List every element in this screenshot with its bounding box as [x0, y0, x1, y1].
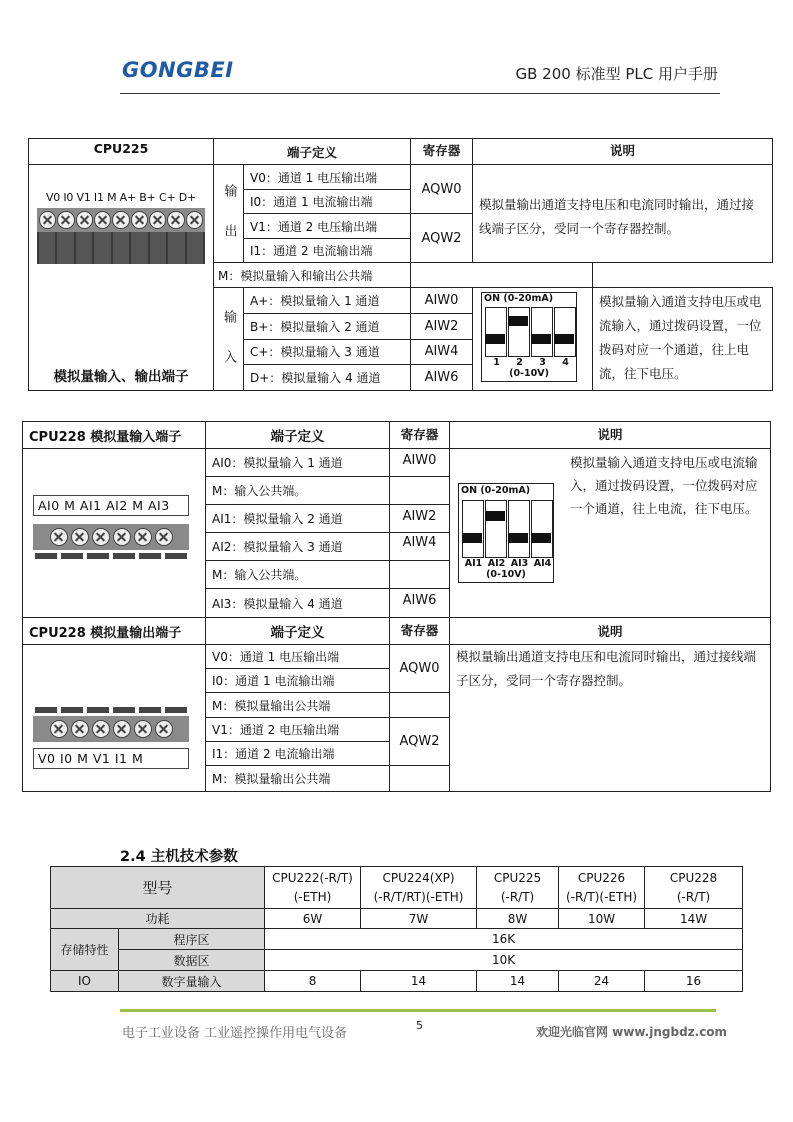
- io-label: IO: [51, 971, 119, 992]
- switch-1: [485, 307, 507, 357]
- dip-switch: [481, 292, 577, 382]
- footer-website: 欢迎光临官网 www.jngbdz.com: [536, 1025, 728, 1039]
- ai3-reg: AIW6: [390, 589, 450, 618]
- digital-input-value: 8: [265, 971, 361, 992]
- screw-icon: [92, 720, 110, 738]
- col-terminal-def: 端子定义: [214, 139, 411, 165]
- model-cpu228: [645, 867, 743, 909]
- power-value: 7W: [361, 909, 477, 929]
- power-value: 6W: [265, 909, 361, 929]
- out-def-i1: I1：通道 2 电流输出端: [244, 239, 411, 263]
- empty-reg: [390, 766, 450, 792]
- dip-switch: [458, 483, 554, 583]
- digital-input-value: 14: [477, 971, 559, 992]
- storage-label: 存储特性: [51, 929, 119, 971]
- reg-aqw2: AQW2: [411, 214, 473, 263]
- m-reg: [390, 561, 450, 589]
- in-def-d: D+：模拟量输入 4 通道: [244, 365, 411, 391]
- m-def: M：模拟量输出公共端: [206, 693, 390, 718]
- digital-input-value: 24: [559, 971, 645, 992]
- cpu228-out-description: 模拟量输出通道支持电压和电流同时输出，通过接线端子区分，受同一个寄存器控制。: [450, 645, 771, 792]
- power-label: 功耗: [51, 909, 265, 929]
- screw-icon: [113, 528, 131, 546]
- switch-on-label: ON (0-20mA): [461, 485, 531, 496]
- ai1-def: AI1：模拟量输入 2 通道: [206, 505, 390, 533]
- model-name: CPU226: [577, 870, 626, 885]
- screw-icon: [186, 211, 203, 229]
- col-description: 说明: [473, 139, 773, 165]
- model-label: 型号: [51, 867, 265, 909]
- model-name: CPU222(-R/T): [272, 870, 353, 885]
- switch-ai4: [531, 500, 553, 558]
- input-label: 输 入: [214, 288, 244, 391]
- col-terminal-def: 端子定义: [206, 422, 390, 449]
- data-area-label: 数据区: [119, 950, 265, 971]
- block-label: 模拟量输入、输出端子: [53, 369, 189, 385]
- model-cpu226: [559, 867, 645, 909]
- v1-def: V1：通道 2 电压输出端: [206, 718, 390, 742]
- dip-switch-cell: [473, 288, 593, 391]
- program-area-value: 16K: [265, 929, 743, 950]
- switch-ai1: [462, 500, 484, 558]
- screw-icon: [112, 211, 129, 229]
- switch-off-label: (0-10V): [486, 569, 526, 580]
- page-number: 5: [416, 1019, 423, 1032]
- model-cpu225: [477, 867, 559, 909]
- model-variant: (-ETH): [293, 889, 332, 904]
- cpu228-in-desc-cell: [450, 449, 771, 618]
- model-cpu222: [265, 867, 361, 909]
- col-description: 说明: [450, 422, 771, 449]
- screw-icon: [149, 211, 166, 229]
- header-divider: [120, 93, 720, 94]
- reg-aqw2: AQW2: [390, 718, 450, 766]
- cpu228-in-description: 模拟量输入通道支持电压或电流输入，通过拨码设置，一位拨码对应一个通道，往上电流，往下电压。: [570, 455, 758, 516]
- screw-icon: [167, 211, 184, 229]
- switch-4: [554, 307, 576, 357]
- power-value: 8W: [477, 909, 559, 929]
- model-name: CPU224(XP): [382, 870, 455, 885]
- terminal-block: [37, 208, 205, 264]
- out-def-i0: I0：通道 1 电流输出端: [244, 190, 411, 214]
- program-area-label: 程序区: [119, 929, 265, 950]
- empty-reg: [390, 693, 450, 718]
- col-register: 寄存器: [390, 618, 450, 645]
- screw-icon: [57, 211, 74, 229]
- terminal-block: [33, 495, 189, 559]
- reg-aqw0: AQW0: [390, 645, 450, 693]
- switch-off-label: (0-10V): [509, 368, 549, 379]
- switch-num: AI4: [533, 558, 552, 569]
- in-def-b: B+：模拟量输入 2 通道: [244, 313, 411, 339]
- reg-aiw2: AIW2: [411, 313, 473, 339]
- terminal-labels: V0 I0 M V1 I1 M: [33, 748, 189, 769]
- screw-icon: [50, 720, 68, 738]
- model-name: CPU225: [493, 870, 542, 885]
- screw-icon: [71, 528, 89, 546]
- m-def: M：输入公共端。: [206, 477, 390, 505]
- output-description: 模拟量输出通道支持电压和电流同时输出，通过接线端子区分，受同一个寄存器控制。: [473, 165, 773, 263]
- out-def-v1: V1：通道 2 电压输出端: [244, 214, 411, 239]
- terminal-labels: AI0 M AI1 AI2 M AI3: [33, 495, 189, 516]
- data-area-value: 10K: [265, 950, 743, 971]
- switch-on-label: ON (0-20mA): [484, 293, 554, 304]
- ai2-def: AI2：模拟量输入 3 通道: [206, 533, 390, 561]
- screw-icon: [50, 528, 68, 546]
- col-description: 说明: [450, 618, 771, 645]
- reg-aiw0: AIW0: [411, 288, 473, 314]
- m-reg: [390, 477, 450, 505]
- common-def: M：模拟量输入和输出公共端: [214, 263, 411, 288]
- document-title: GB 200 标准型 PLC 用户手册: [515, 65, 718, 83]
- model-variant: (-R/T/RT)(-ETH): [373, 889, 464, 904]
- digital-input-value: 14: [361, 971, 477, 992]
- cpu228-table: [22, 421, 771, 792]
- cpu228-in-title: CPU228 模拟量输入端子: [23, 422, 206, 449]
- ai0-reg: AIW0: [390, 449, 450, 477]
- switch-num: 1: [493, 357, 500, 368]
- terminal-block: [33, 707, 189, 769]
- power-value: 14W: [645, 909, 743, 929]
- in-def-a: A+：模拟量输入 1 通道: [244, 288, 411, 314]
- company-logo: GONGBEI: [122, 58, 234, 82]
- section-title: 2.4 主机技术参数: [120, 849, 238, 865]
- switch-num: 4: [562, 357, 569, 368]
- screw-icon: [131, 211, 148, 229]
- ai3-def: AI3：模拟量输入 4 通道: [206, 589, 390, 618]
- terminal-labels: V0 I0 V1 I1 M A+ B+ C+ D+: [45, 191, 197, 204]
- switch-num: AI2: [487, 558, 506, 569]
- switch-num: 2: [516, 357, 523, 368]
- m-def: M：输入公共端。: [206, 561, 390, 589]
- footer-left-text: 电子工业设备 工业遥控操作用电气设备: [122, 1026, 348, 1041]
- model-variant: (-R/T): [676, 889, 711, 904]
- switch-2: [508, 307, 530, 357]
- switch-num: 3: [539, 357, 546, 368]
- switch-num: AI3: [510, 558, 529, 569]
- switch-num: AI1: [464, 558, 483, 569]
- m-def: M：模拟量输出公共端: [206, 766, 390, 792]
- reg-aqw0: AQW0: [411, 165, 473, 214]
- cpu228-in-graphic: [23, 449, 206, 618]
- specs-table: [50, 866, 743, 992]
- out-def-v0: V0：通道 1 电压输出端: [244, 165, 411, 190]
- digital-input-label: 数字量输入: [119, 971, 265, 992]
- common-empty: [411, 263, 593, 288]
- col-register: 寄存器: [411, 139, 473, 165]
- ai1-reg: AIW2: [390, 505, 450, 533]
- cpu228-out-title: CPU228 模拟量输出端子: [23, 618, 206, 645]
- model-name: CPU228: [669, 870, 718, 885]
- screw-icon: [155, 720, 173, 738]
- screw-icon: [94, 211, 111, 229]
- switch-ai3: [508, 500, 530, 558]
- cpu228-out-graphic: [23, 645, 206, 792]
- screw-icon: [113, 720, 131, 738]
- switch-ai2: [485, 500, 507, 558]
- i0-def: I0：通道 1 电流输出端: [206, 669, 390, 693]
- digital-input-value: 16: [645, 971, 743, 992]
- screw-icon: [76, 211, 93, 229]
- screw-icon: [155, 528, 173, 546]
- model-variant: (-R/T)(-ETH): [565, 889, 638, 904]
- model-variant: (-R/T): [500, 889, 535, 904]
- screw-icon: [134, 528, 152, 546]
- power-value: 10W: [559, 909, 645, 929]
- i1-def: I1：通道 2 电流输出端: [206, 742, 390, 766]
- reg-aiw6: AIW6: [411, 365, 473, 391]
- footer-divider: [120, 1009, 716, 1012]
- col-model: CPU225: [29, 139, 214, 165]
- ai0-def: AI0：模拟量输入 1 通道: [206, 449, 390, 477]
- ai2-reg: AIW4: [390, 533, 450, 561]
- cpu225-terminal-graphic: [29, 165, 214, 391]
- input-description: 模拟量输入通道支持电压或电流输入，通过拨码设置，一位拨码对应一个通道，往上电流，往下电压。: [593, 288, 773, 391]
- screw-icon: [92, 528, 110, 546]
- col-terminal-def: 端子定义: [206, 618, 390, 645]
- output-label: 输 出: [214, 165, 244, 263]
- model-cpu224: [361, 867, 477, 909]
- v0-def: V0：通道 1 电压输出端: [206, 645, 390, 669]
- switch-3: [531, 307, 553, 357]
- screw-icon: [39, 211, 56, 229]
- reg-aiw4: AIW4: [411, 339, 473, 365]
- screw-icon: [134, 720, 152, 738]
- cpu225-table: [28, 138, 773, 391]
- col-register: 寄存器: [390, 422, 450, 449]
- in-def-c: C+：模拟量输入 3 通道: [244, 339, 411, 365]
- screw-icon: [71, 720, 89, 738]
